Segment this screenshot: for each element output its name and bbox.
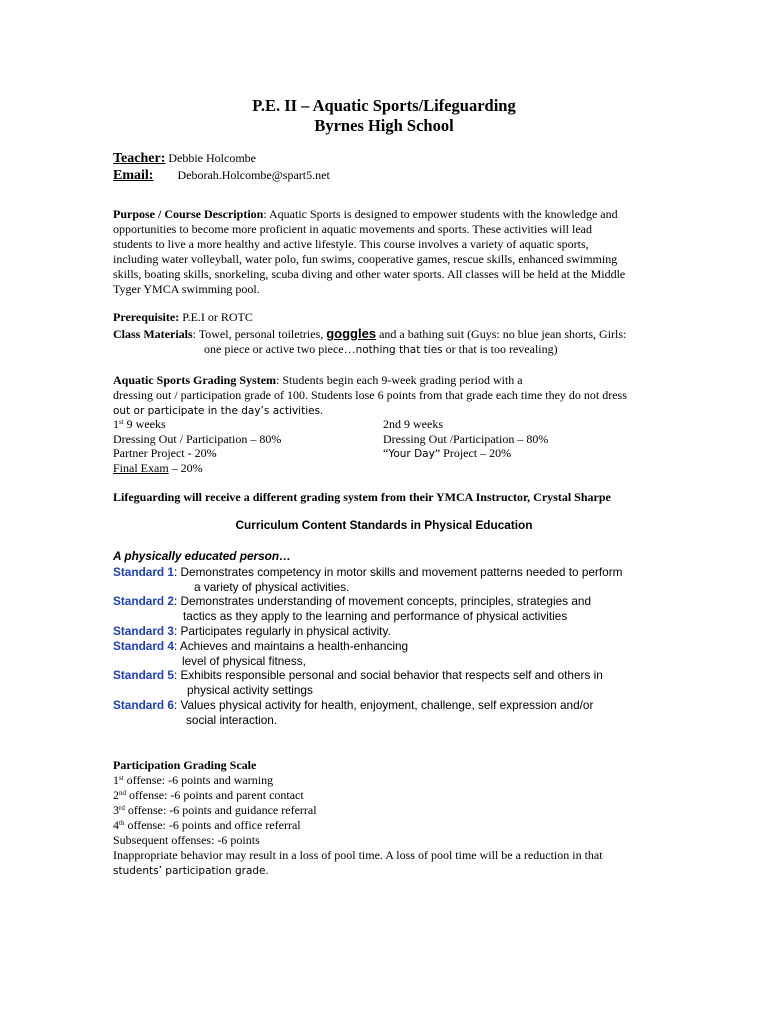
offense-4: 4th offense: -6 points and office referral xyxy=(113,818,301,832)
document-title: P.E. II – Aquatic Sports/Lifeguarding xyxy=(252,96,516,115)
participation-heading: Participation Grading Scale xyxy=(113,758,257,772)
grading-label: Aquatic Sports Grading System xyxy=(113,373,277,387)
standard-label: Standard 6 xyxy=(113,698,174,712)
email-address: Deborah.Holcombe@spart5.net xyxy=(177,168,330,182)
curriculum-intro: A physically educated person… xyxy=(113,549,291,563)
purpose-line-5: skills, boating skills, snorkeling, scuba diving and other water sports. All classes will be held at the Middle xyxy=(113,267,626,281)
school-name: Byrnes High School xyxy=(314,116,454,135)
offense-3: 3rd offense: -6 points and guidance referral xyxy=(113,803,317,817)
grading-line-1: Aquatic Sports Grading System: Students begin each 9-week grading period with a xyxy=(113,373,523,387)
standard-label: Standard 3 xyxy=(113,624,174,638)
teacher-line xyxy=(113,151,256,166)
standard-label: Standard 2 xyxy=(113,594,174,608)
purpose-label: Purpose / Course Description xyxy=(113,207,264,221)
nothing-that-ties-text: nothing that ties xyxy=(355,344,443,356)
standard-3: Standard 3: Participates regularly in physical activity. xyxy=(113,624,391,638)
purpose-line-6: Tyger YMCA swimming pool. xyxy=(113,282,260,296)
standard-1: Standard 1: Demonstrates competency in motor skills and movement patterns needed to perform xyxy=(113,565,623,579)
standard-6: Standard 6: Values physical activity for health, enjoyment, challenge, self expression and/or xyxy=(113,698,594,712)
pool-time-note-continued: students’ participation grade. xyxy=(113,863,269,877)
standard-label: Standard 5 xyxy=(113,668,174,682)
purpose-line-3: students to live a more healthy and active lifestyle. This course involves a variety of aquatic sports, xyxy=(113,237,589,251)
standard-6-continued: social interaction. xyxy=(186,713,278,727)
goggles-text: goggles xyxy=(326,326,377,341)
standard-label: Standard 4 xyxy=(113,639,174,653)
email-line xyxy=(113,168,330,183)
teacher-name: Debbie Holcombe xyxy=(168,151,256,165)
first-quarter-project: Partner Project - 20% xyxy=(113,446,217,460)
prerequisite-value: P.E.I or ROTC xyxy=(179,310,253,324)
first-quarter-exam: Final Exam – 20% xyxy=(113,461,203,475)
standard-4-continued: level of physical fitness, xyxy=(182,654,306,668)
email-label: Email: xyxy=(113,168,154,183)
standard-2: Standard 2: Demonstrates understanding of movement concepts, principles, strategies and xyxy=(113,594,592,608)
standard-5-continued: physical activity settings xyxy=(187,683,313,697)
curriculum-heading: Curriculum Content Standards in Physical Education xyxy=(235,518,533,532)
first-quarter-title: 1st 9 weeks xyxy=(113,417,166,431)
prerequisite-label: Prerequisite: xyxy=(113,310,180,324)
purpose-line-1: Purpose / Course Description: Aquatic Sports is designed to empower students with the knowledge and xyxy=(113,207,618,221)
second-quarter-dress: Dressing Out /Participation – 80% xyxy=(383,432,549,446)
teacher-label: Teacher: xyxy=(113,151,166,166)
grading-line-2: dressing out / participation grade of 100. Students lose 6 points from that grade each time they do not dress xyxy=(113,388,627,402)
lifeguarding-note: Lifeguarding will receive a different grading system from their YMCA Instructor, Crystal Sharpe xyxy=(113,490,611,504)
subsequent-offenses: Subsequent offenses: -6 points xyxy=(113,833,260,847)
pool-time-note: Inappropriate behavior may result in a loss of pool time. A loss of pool time will be a reduction in that xyxy=(113,848,603,862)
second-quarter-title: 2nd 9 weeks xyxy=(383,417,443,431)
standard-4: Standard 4: Achieves and maintains a health-enhancing xyxy=(113,639,409,653)
standard-5: Standard 5: Exhibits responsible personal and social behavior that respects self and others in xyxy=(113,668,603,682)
grading-line-3: out or participate in the day’s activities. xyxy=(113,403,324,417)
offense-1: 1st offense: -6 points and warning xyxy=(113,773,274,787)
purpose-line-2: opportunities to become more proficient in aquatic movements and sports. These activities will lead xyxy=(113,222,592,236)
first-quarter-dress: Dressing Out / Participation – 80% xyxy=(113,432,282,446)
standard-1-continued: a variety of physical activities. xyxy=(194,580,350,594)
materials-line-1: Class Materials: Towel, personal toiletries, goggles and a bathing suit (Guys: no blue jean shorts, Girls: xyxy=(113,326,627,341)
standard-label: Standard 1 xyxy=(113,565,174,579)
materials-label: Class Materials xyxy=(113,327,193,341)
offense-2: 2nd offense: -6 points and parent contact xyxy=(113,788,304,802)
second-quarter-project: “Your Day” Project – 20% xyxy=(383,446,512,460)
materials-line-2: one piece or active two piece…nothing that ties or that is too revealing) xyxy=(204,342,558,356)
standard-2-continued: tactics as they apply to the learning and performance of physical activities xyxy=(183,609,568,623)
purpose-line-4: including water volleyball, water polo, fun swims, cooperative games, rescue skills, enhanced swimming xyxy=(113,252,618,266)
prerequisite-line xyxy=(113,310,253,325)
